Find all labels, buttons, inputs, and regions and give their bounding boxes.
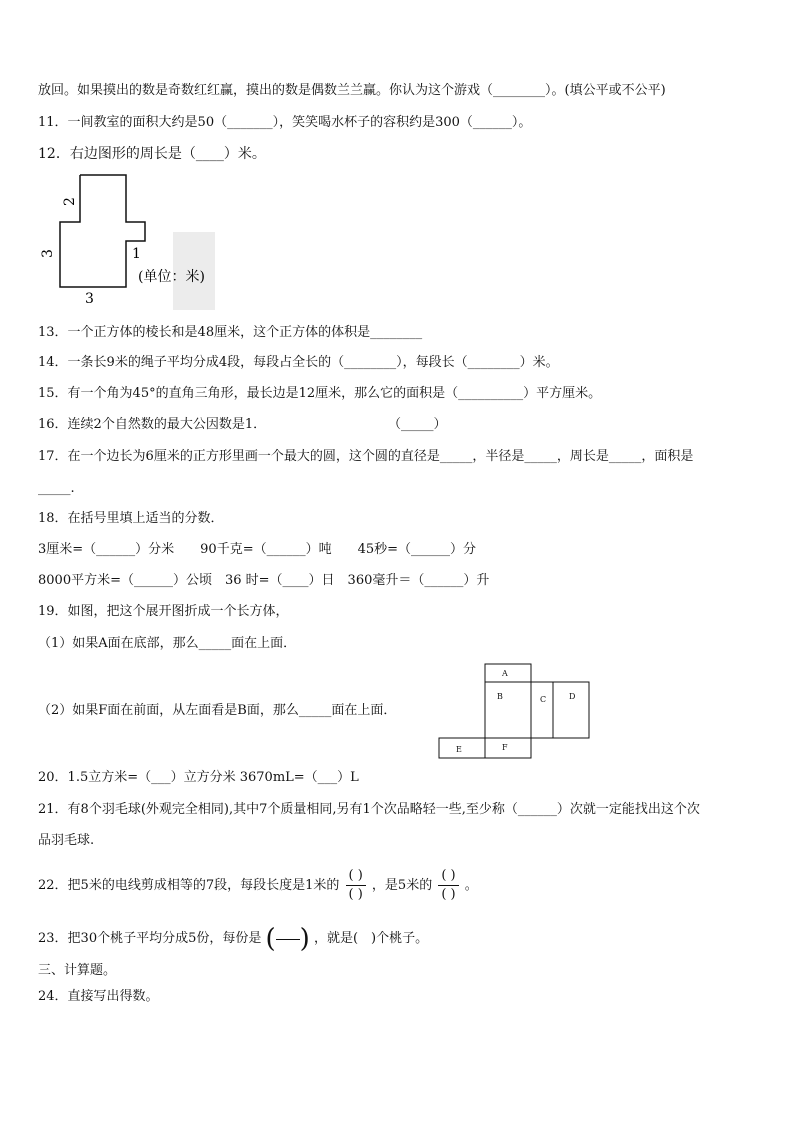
question-13: 13．一个正方体的棱长和是48厘米，这个正方体的体积是________: [38, 325, 423, 340]
question-23: [38, 922, 428, 956]
fraction-1-numerator: ( ): [348, 868, 363, 883]
question-21-continuation: 品羽毛球.: [38, 833, 95, 848]
net-label-e: E: [456, 745, 462, 754]
net-label-c: C: [540, 695, 547, 704]
question-22: [38, 866, 478, 906]
question-23-text-b: ，就是( )个桃子。: [313, 931, 429, 946]
question-19-part-1: （1）如果A面在底部，那么_____面在上面．: [38, 636, 297, 651]
net-label-d: D: [569, 692, 576, 701]
fraction-blank-2: [438, 868, 458, 903]
question-18: 18．在括号里填上适当的分数．: [38, 511, 224, 526]
question-22-text-c: 。: [464, 878, 478, 893]
question-22-text-b: ，是5米的: [371, 878, 433, 893]
question-24: 24．直接写出得数。: [38, 989, 159, 1004]
question-17-continuation: _____.: [38, 481, 75, 496]
net-face-d: [553, 682, 589, 738]
net-face-f: [485, 738, 531, 758]
question-11: 11．一间教室的面积大约是50（_______），笑笑喝水杯子的容积约是300（______）。: [38, 115, 532, 130]
figure-label-3-bottom: 3: [85, 291, 94, 307]
net-face-e: [439, 738, 485, 758]
fraction-2-numerator: ( ): [441, 868, 456, 883]
question-18-row-1: 3厘米=（______）分米 90千克=（______）吨 45秒=（______）分: [38, 542, 477, 557]
figure-q12-shape: [60, 175, 145, 287]
question-16-blank: （_____）: [388, 417, 447, 432]
figure-label-1: 1: [132, 246, 141, 262]
question-12: 12．右边图形的周长是（____）米。: [38, 146, 266, 162]
net-label-f: F: [502, 743, 508, 752]
question-18-row-2: 8000平方米=（______）公顷 36 时=（____）日 360毫升＝（______）升: [38, 573, 490, 588]
cuboid-net-figure: [436, 662, 596, 762]
net-face-a: [485, 664, 531, 682]
question-20: 20．1.5立方米=（___）立方分米 3670mL=（___）L: [38, 770, 359, 785]
question-16: 16．连续2个自然数的最大公因数是1．: [38, 417, 267, 432]
q10-continuation: 放回。如果摸出的数是奇数红红赢，摸出的数是偶数兰兰赢。你认为这个游戏（________）。(填公平或不公平): [38, 83, 666, 98]
net-face-b: [485, 682, 531, 738]
question-19: 19．如图，把这个展开图折成一个长方体，: [38, 604, 289, 619]
net-label-b: B: [497, 692, 503, 701]
fraction-blank-1: [346, 868, 366, 903]
question-14: 14．一条长9米的绳子平均分成4段，每段占全长的（________），每段长（________）米。: [38, 355, 559, 370]
net-face-c: [531, 682, 553, 738]
section-3-heading: 三、计算题。: [38, 963, 117, 978]
figure-label-2: 2: [62, 197, 78, 206]
fraction-1-denominator: ( ): [348, 887, 363, 902]
question-21: 21．有8个羽毛球(外观完全相同),其中7个质量相同,另有1个次品略轻一些,至少称（______）次就一定能找出这个次: [38, 802, 700, 817]
question-15: 15．有一个角为45°的直角三角形，最长边是12厘米，那么它的面积是（__________）平方厘米。: [38, 386, 602, 401]
question-23-text-a: 23．把30个桃子平均分成5份，每份是: [38, 931, 262, 946]
net-label-a: A: [502, 669, 508, 678]
fraction-blank-3: ( ): [265, 923, 310, 954]
figure-label-3-left: 3: [40, 249, 56, 258]
fraction-2-denominator: ( ): [441, 887, 456, 902]
figure-q12-perimeter: [38, 170, 238, 310]
question-17: 17．在一个边长为6厘米的正方形里画一个最大的圆，这个圆的直径是_____，半径是_____，周长是_____，面积是: [38, 449, 694, 464]
question-22-text-a: 22．把5米的电线剪成相等的7段，每段长度是1米的: [38, 878, 340, 893]
figure-unit-label: (单位：米): [138, 269, 205, 285]
question-19-part-2: （2）如果F面在前面，从左面看是B面，那么_____面在上面．: [38, 703, 397, 718]
